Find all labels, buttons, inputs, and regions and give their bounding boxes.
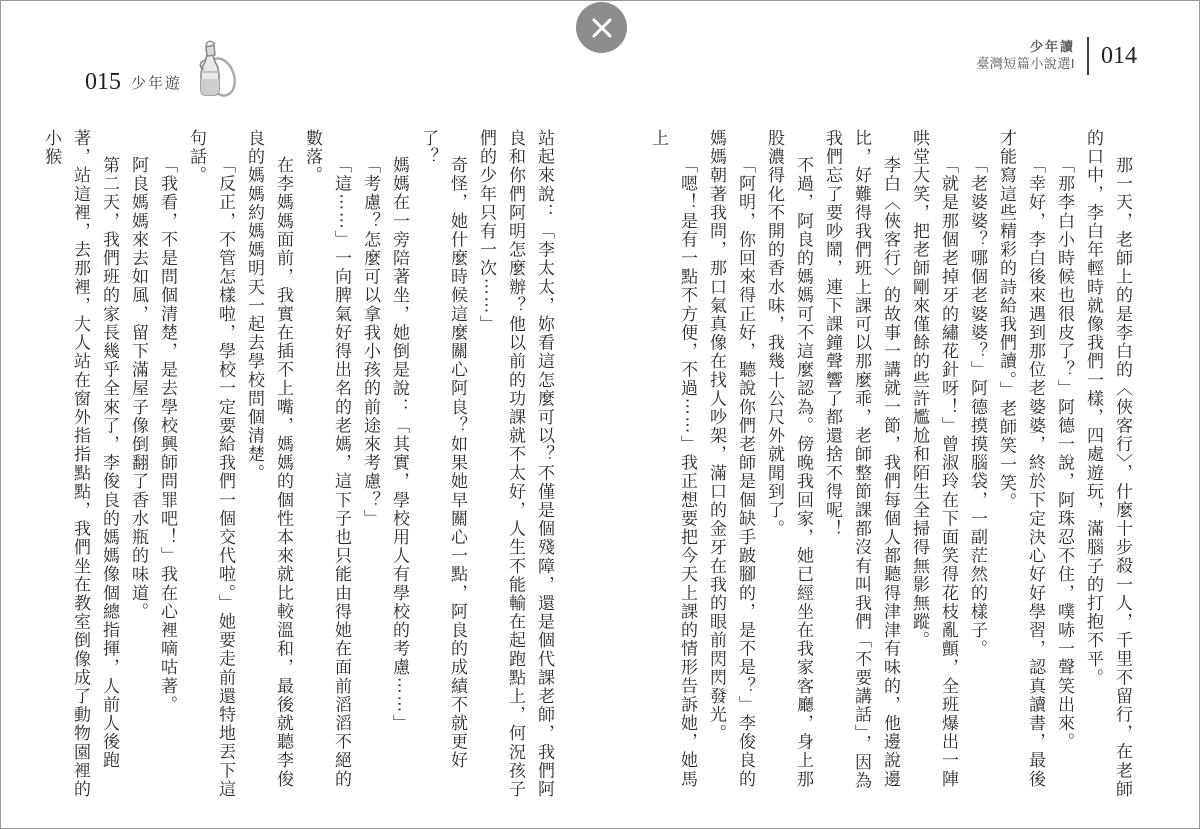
- paragraph: 「就是那個老掉牙的繡花針呀！」曾淑玲在下面笑得花枝亂顫，全班爆出一陣哄堂大笑，把老師剛來僅餘的些許尷尬和陌生全掃得無影無蹤。: [910, 129, 958, 789]
- close-icon: [591, 17, 613, 39]
- right-page-text: [647, 129, 1137, 805]
- right-page-number: 014: [1101, 42, 1137, 69]
- paragraph: 奇怪，她什麼時候這麼關心阿良？如果她早關心一點，阿良的成績不就更好了？: [419, 129, 467, 770]
- paragraph: 媽媽在一旁陪著坐，她倒是說：「其實，學校用人有學校的考慮⋯⋯」: [390, 156, 409, 733]
- bottle-icon: [192, 39, 236, 106]
- paragraph: 「嗯！是有一點不方便，不過⋯⋯」我正想要把今天上課的情形告訴她，她馬上: [649, 129, 697, 789]
- paragraph: 「那李白小時候也很皮了？」阿德一說，阿珠忍不住，噗哧一聲笑出來。: [1055, 156, 1074, 752]
- left-page-text: [42, 129, 559, 805]
- series-title-line1: 少年讀: [1029, 39, 1075, 55]
- paragraph: 阿良媽媽來去如風，留下滿屋子像倒翻了香水瓶的味道。: [129, 156, 148, 622]
- header-divider: [1087, 37, 1089, 75]
- close-button[interactable]: [576, 2, 627, 53]
- paragraph: 那一天，老師上的是李白的〈俠客行〉，什麼十步殺一人，千里不留行，在老師的口中，李白年輕時就像我們一樣，四處遊玩，滿腦子的打抱不平。: [1084, 129, 1132, 799]
- paragraph: 站起來說：「李太太，妳看這怎麼可以？不僅是個殘障，還是個代課老師，我們阿良和你們阿明怎麼辦？他以前的功課就不太好，人生不能輸在起跑點上，何況孩子們的少年只有一次⋯⋯」: [477, 129, 554, 799]
- paragraph: 「阿明，你回來得正好，聽說你們老師是個缺手跛腳的，是不是？」李俊良的媽媽朝著我問，那口氣真像在找人吵架，滿口的金牙在我的眼前閃閃發光。: [707, 129, 755, 789]
- paragraph: 「老婆婆？哪個老婆婆？」阿德摸摸腦袋，一副茫然的樣子。: [968, 156, 987, 659]
- left-page-number: 015: [85, 69, 121, 95]
- paragraph: 「這⋯⋯」一向脾氣好得出名的老媽，這下子也只能由得她在面前滔滔不絕的數落。: [303, 129, 351, 789]
- paragraph: 第二天，我們班的家長幾乎全來了，李俊良的媽媽像個總指揮，人前人後跑著，站這裡，去那裡，大人站在窗外指指點點，我們坐在教室倒像成了動物園裡的小猴: [42, 129, 119, 799]
- left-page-header: [85, 49, 236, 116]
- paragraph: 「我看，不是問個清楚，是去學校興師問罪吧！」我在心裡嘀咕著。: [158, 156, 177, 715]
- paragraph: 李白〈俠客行〉的故事一講就一節，我們每個人都聽得津津有味的，他邊說邊比，好難得我們班上課可以那麼乖，老師整節課都沒有叫我們「不要講話」，因為我們忘了要吵鬧，連下課鐘聲響了都還捨不得呢！: [823, 129, 900, 791]
- paragraph: 「反正，不管怎樣啦，學校一定要給我們一個交代啦。」她要走前還特地丟下這句話。: [187, 129, 235, 799]
- series-title-line2: 臺灣短篇小說選I: [976, 56, 1075, 71]
- chapter-title: 少年遊: [131, 75, 183, 92]
- right-page-header: [976, 37, 1137, 75]
- paragraph: 在李媽媽面前，我實在插不上嘴，媽媽的個性本來就比較溫和，最後就聽李俊良的媽媽約媽媽明天一起去學校問個清楚。: [245, 129, 293, 789]
- paragraph: 不過，阿良的媽媽可不這麼認為。傍晚我回家，她已經坐在我家客廳，身上那股濃得化不開的香水味，我幾十公尺外就聞到了。: [765, 129, 813, 789]
- paragraph: 「幸好，李白後來遇到那位老婆婆，終於下定決心好好學習，認真讀書，最後才能寫這些精彩的詩給我們讀。」老師笑一笑。: [997, 129, 1045, 789]
- paragraph: 「考慮？怎麼可以拿我小孩的前途來考慮？」: [361, 156, 380, 529]
- series-title: [976, 39, 1075, 73]
